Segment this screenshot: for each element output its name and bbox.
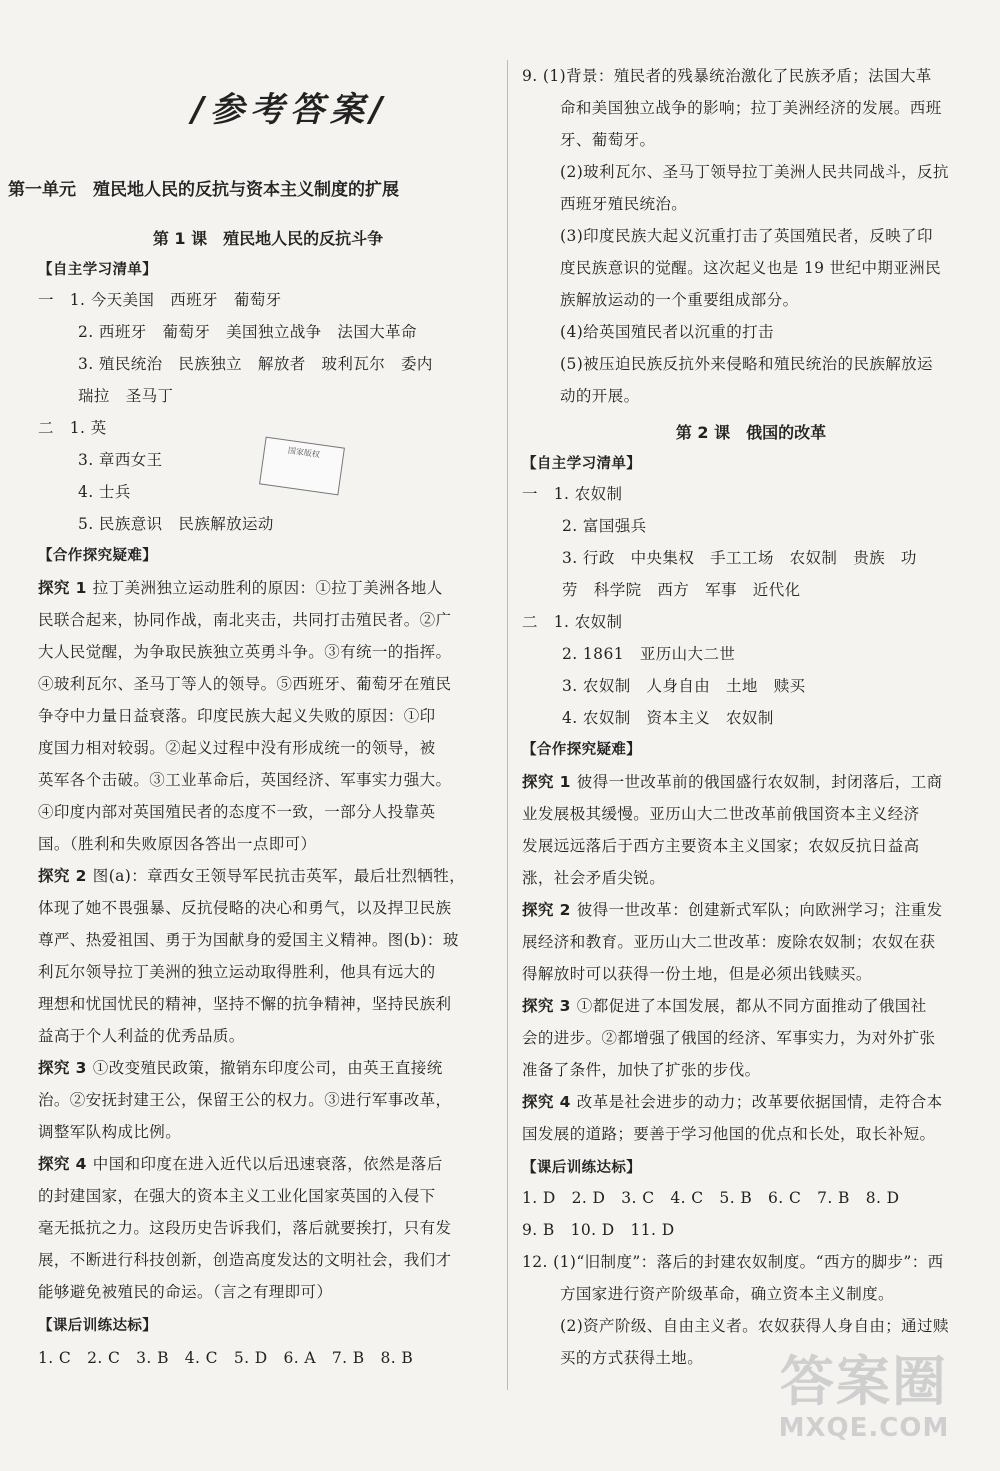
section-heading: 【自主学习清单】 bbox=[522, 456, 642, 472]
left-column bbox=[38, 0, 498, 1400]
section-heading: 【自主学习清单】 bbox=[38, 262, 158, 278]
answer-line bbox=[38, 866, 498, 886]
answer-line: 西班牙殖民统治。 bbox=[560, 195, 688, 213]
answer-line: 国发展的道路；要善于学习他国的优点和长处，取长补短。 bbox=[522, 1125, 936, 1143]
inquiry-tag: 探究 4 bbox=[522, 1093, 571, 1111]
answer-line bbox=[38, 1058, 498, 1078]
page-title: /参考答案/ bbox=[191, 90, 389, 130]
answer-line: 利瓦尔领导拉丁美洲的独立运动取得胜利，他具有远大的 bbox=[38, 963, 436, 981]
watermark-url: MXQE.COM bbox=[778, 1413, 950, 1443]
answer-line: (3)印度民族大起义沉重打击了英国殖民者，反映了印 bbox=[560, 227, 933, 245]
answer-line: 体现了她不畏强暴、反抗侵略的决心和勇气，以及捍卫民族 bbox=[38, 899, 452, 917]
answer-line: 一 1. 农奴制 bbox=[522, 485, 623, 503]
answer-line: 3. 农奴制 人身自由 土地 赎买 bbox=[562, 677, 806, 695]
answer-line: 调整军队构成比例。 bbox=[38, 1123, 182, 1141]
answer-line: 二 1. 农奴制 bbox=[522, 613, 623, 631]
answer-line: 展经济和教育。亚历山大二世改革：废除农奴制；农奴在获 bbox=[522, 933, 936, 951]
answer-line: ④玻利瓦尔、圣马丁等人的领导。⑤西班牙、葡萄牙在殖民 bbox=[38, 675, 452, 693]
answer-line: 一 1. 今天美国 西班牙 葡萄牙 bbox=[38, 291, 282, 309]
answer-line: 5. 民族意识 民族解放运动 bbox=[78, 515, 274, 533]
section-heading: 【合作探究疑难】 bbox=[38, 548, 158, 564]
answer-line: 民联合起来，协同作战，南北夹击，共同打击殖民者。②广 bbox=[38, 611, 452, 629]
answer-line: 9. B 10. D 11. D bbox=[522, 1221, 675, 1239]
answer-line: 二 1. 英 bbox=[38, 419, 107, 437]
answer-line bbox=[522, 772, 980, 792]
stamp-text: 国家版权 bbox=[287, 445, 321, 460]
unit-title: 第一单元 殖民地人民的反抗与资本主义制度的扩展 bbox=[8, 180, 399, 200]
answer-line: (2)玻利瓦尔、圣马丁领导拉丁美洲人民共同战斗，反抗 bbox=[560, 163, 949, 181]
answer-line: 争夺中力量日益衰落。印度民族大起义失败的原因：①印 bbox=[38, 707, 436, 725]
answer-text: 彼得一世改革前的俄国盛行农奴制，封闭落后，工商 bbox=[576, 773, 943, 791]
answer-line: 2. 富国强兵 bbox=[562, 517, 647, 535]
answer-line: 9. (1)背景：殖民者的残暴统治激化了民族矛盾；法国大革 bbox=[522, 67, 932, 85]
answer-line: 得解放时可以获得一份土地，但是必须出钱赎买。 bbox=[522, 965, 872, 983]
site-watermark bbox=[764, 1351, 964, 1451]
answer-line: 展，不断进行科技创新，创造高度发达的文明社会，我们才 bbox=[38, 1251, 452, 1269]
answer-line: 1. D 2. D 3. C 4. C 5. B 6. C 7. B 8. D bbox=[522, 1189, 900, 1207]
answer-line bbox=[522, 1092, 980, 1112]
answer-line: 涨，社会矛盾尖锐。 bbox=[522, 869, 666, 887]
answer-line: 理想和忧国忧民的精神，坚持不懈的抗争精神，坚持民族利 bbox=[38, 995, 452, 1013]
answer-line: 度国力相对较弱。②起义过程中没有形成统一的领导，被 bbox=[38, 739, 436, 757]
answer-line: 度民族意识的觉醒。这次起义也是 19 世纪中期亚洲民 bbox=[560, 259, 941, 277]
page-title-text: 参考答案 bbox=[210, 90, 370, 130]
answer-text: 改革是社会进步的动力；改革要依据国情，走符合本 bbox=[576, 1093, 943, 1111]
answer-line: 4. 士兵 bbox=[78, 483, 131, 501]
column-divider bbox=[507, 60, 508, 1390]
section-heading: 【课后训练达标】 bbox=[522, 1160, 642, 1176]
answer-line: 劳 科学院 西方 军事 近代化 bbox=[562, 581, 801, 599]
answer-text: 中国和印度在进入近代以后迅速衰落，依然是落后 bbox=[92, 1155, 443, 1173]
answer-line: 治。②安抚封建王公，保留王公的权力。③进行军事改革， bbox=[38, 1091, 452, 1109]
section-heading: 【合作探究疑难】 bbox=[522, 742, 642, 758]
answer-line: 能够避免被殖民的命运。（言之有理即可） bbox=[38, 1283, 333, 1301]
inquiry-tag: 探究 2 bbox=[38, 867, 87, 885]
answer-line: 1. C 2. C 3. B 4. C 5. D 6. A 7. B 8. B bbox=[38, 1349, 414, 1367]
answer-line: 准备了条件，加快了扩张的步伐。 bbox=[522, 1061, 761, 1079]
answer-line: 2. 1861 亚历山大二世 bbox=[562, 645, 736, 663]
answer-line: (4)给英国殖民者以沉重的打击 bbox=[560, 323, 774, 341]
answer-line bbox=[522, 900, 980, 920]
answer-text: ①改变殖民政策，撤销东印度公司，由英王直接统 bbox=[92, 1059, 443, 1077]
answer-text: ①都促进了本国发展，都从不同方面推动了俄国社 bbox=[576, 997, 927, 1015]
answer-line: 牙、葡萄牙。 bbox=[560, 131, 656, 149]
lesson2-title: 第 2 课 俄国的改革 bbox=[675, 423, 827, 442]
answer-line: 命和美国独立战争的影响；拉丁美洲经济的发展。西班 bbox=[560, 99, 942, 117]
answer-text: 彼得一世改革：创建新式军队；向欧洲学习；注重发 bbox=[576, 901, 943, 919]
answer-line: 瑞拉 圣马丁 bbox=[78, 387, 174, 405]
answer-line: 族解放运动的一个重要组成部分。 bbox=[560, 291, 799, 309]
answer-line: 国。（胜利和失败原因各答出一点即可） bbox=[38, 835, 317, 853]
answer-text: 拉丁美洲独立运动胜利的原因：①拉丁美洲各地人 bbox=[92, 579, 443, 597]
answer-line: 3. 章西女王 bbox=[78, 451, 163, 469]
answer-line: 3. 殖民统治 民族独立 解放者 玻利瓦尔 委内 bbox=[78, 355, 433, 373]
answer-line: 的封建国家，在强大的资本主义工业化国家英国的入侵下 bbox=[38, 1187, 436, 1205]
inquiry-tag: 探究 3 bbox=[522, 997, 571, 1015]
answer-line: 3. 行政 中央集权 手工工场 农奴制 贵族 功 bbox=[562, 549, 917, 567]
inquiry-tag: 探究 4 bbox=[38, 1155, 87, 1173]
right-column bbox=[522, 0, 980, 1400]
answer-line bbox=[38, 578, 498, 598]
answer-line: 买的方式获得土地。 bbox=[560, 1349, 704, 1367]
answer-line: 毫无抵抗之力。这段历史告诉我们，落后就要挨打，只有发 bbox=[38, 1219, 452, 1237]
answer-line: 大人民觉醒，为争取民族独立英勇斗争。③有统一的指挥。 bbox=[38, 643, 452, 661]
answer-line: 尊严、热爱祖国、勇于为国献身的爱国主义精神。图(b)：玻 bbox=[38, 931, 459, 949]
answer-line: 12. (1)“旧制度”：落后的封建农奴制度。“西方的脚步”：西 bbox=[522, 1253, 944, 1271]
answer-line: 发展远远落后于西方主要资本主义国家；农奴反抗日益高 bbox=[522, 837, 920, 855]
answer-line: 2. 西班牙 葡萄牙 美国独立战争 法国大革命 bbox=[78, 323, 417, 341]
answer-line: 业发展极其缓慢。亚历山大二世改革前俄国资本主义经济 bbox=[522, 805, 920, 823]
inquiry-tag: 探究 1 bbox=[522, 773, 571, 791]
answer-line: 英军各个击破。③工业革命后，英国经济、军事实力强大。 bbox=[38, 771, 452, 789]
inquiry-tag: 探究 2 bbox=[522, 901, 571, 919]
answer-line: 动的开展。 bbox=[560, 387, 640, 405]
answer-line: (5)被压迫民族反抗外来侵略和殖民统治的民族解放运 bbox=[560, 355, 933, 373]
answer-line: (2)资产阶级、自由主义者。农奴获得人身自由；通过赎 bbox=[560, 1317, 949, 1335]
answer-line: 益高于个人利益的优秀品质。 bbox=[38, 1027, 245, 1045]
answer-line: 会的进步。②都增强了俄国的经济、军事实力，为对外扩张 bbox=[522, 1029, 936, 1047]
watermark-logo-text: 答案圈 bbox=[780, 1350, 948, 1413]
lesson1-title: 第 1 课 殖民地人民的反抗斗争 bbox=[152, 229, 384, 248]
answer-line: 4. 农奴制 资本主义 农奴制 bbox=[562, 709, 774, 727]
answer-line: 方国家进行资产阶级革命，确立资本主义制度。 bbox=[560, 1285, 894, 1303]
answer-text: 图(a)：章西女王领导军民抗击英军，最后壮烈牺牲， bbox=[92, 867, 466, 885]
answer-line: ④印度内部对英国殖民者的态度不一致，一部分人投靠英 bbox=[38, 803, 436, 821]
inquiry-tag: 探究 1 bbox=[38, 579, 87, 597]
answer-line bbox=[38, 1154, 498, 1174]
answer-line bbox=[522, 996, 980, 1016]
inquiry-tag: 探究 3 bbox=[38, 1059, 87, 1077]
section-heading: 【课后训练达标】 bbox=[38, 1318, 158, 1334]
